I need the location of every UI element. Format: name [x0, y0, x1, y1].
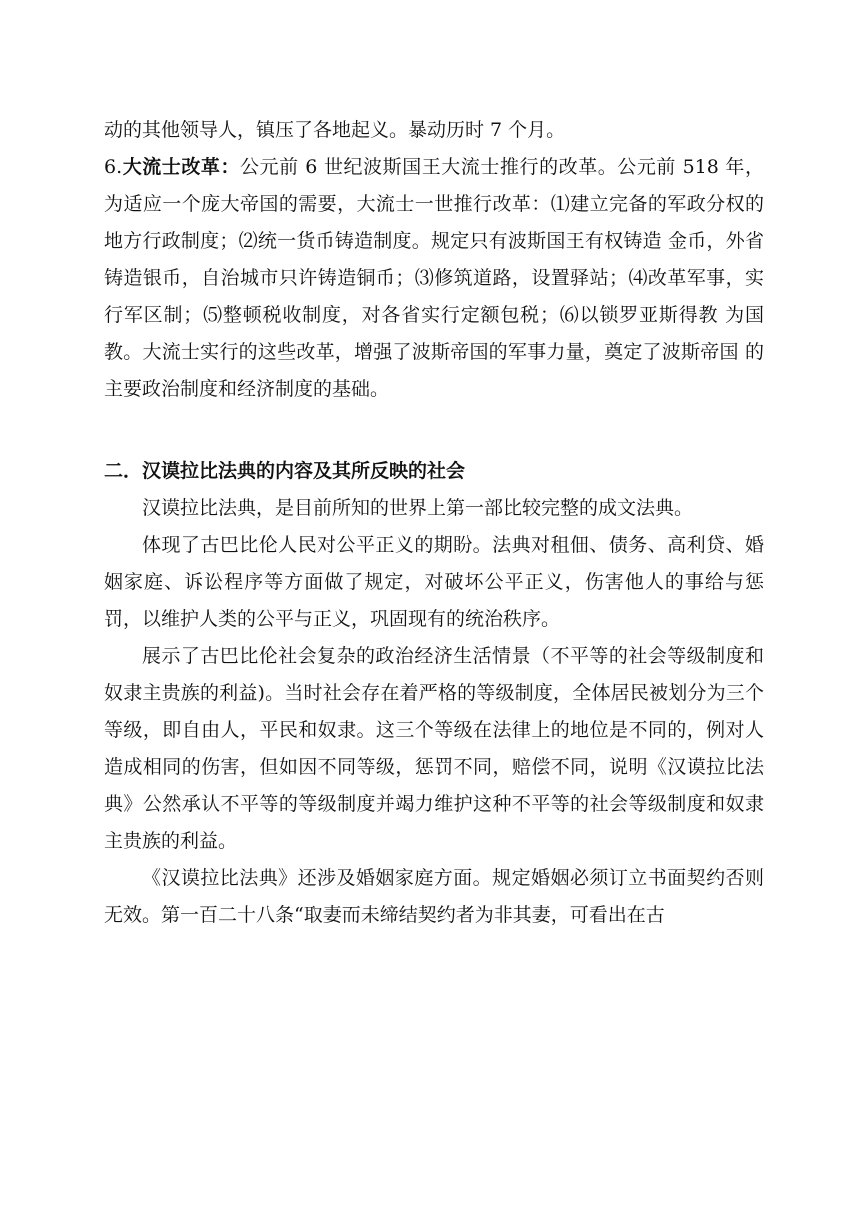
document-page [104, 112, 764, 934]
paragraph-body: 公元前 6 世纪波斯国王大流士推行的改革。公元前 518 年，为适应一个庞大帝国的需要，大流士一世推行改革：⑴建立完备的军政分权的地方行政制度；⑵统一货币铸造制度。规定只有波斯国王有权铸造 金币，外省铸造银币，自治城市只许铸造铜币；⑶修筑道路，设置驿站；⑷改革军事，实行军区制；⑸整顿税收制度，对各省实行定额包税；⑹以锁罗亚斯得教 为国教。大流士实行的这些改革，增强了波斯帝国的军事力量，奠定了波斯帝国 的主要政治制度和经济制度的基础。 [104, 156, 764, 400]
paragraph-darius-reform [104, 149, 764, 408]
paragraph-continuation: 动的其他领导人，镇压了各地起义。暴动历时 7 个月。 [104, 119, 566, 141]
term-darius-reform: 大流士改革： [122, 156, 241, 178]
section-paragraph-4: 《汉谟拉比法典》还涉及婚姻家庭方面。规定婚姻必须订立书面契约否则无效。第一百二十八条“取妻而未缔结契约者为非其妻，可看出在古 [104, 867, 764, 926]
section-paragraph-2: 体现了古巴比伦人民对公平正义的期盼。法典对租佃、债务、高利贷、婚姻家庭、诉讼程序等方面做了规定，对破坏公平正义，伤害他人的事给与惩罚，以维护人类的公平与正义，巩固现有的统治秩序。 [104, 534, 764, 630]
section-heading: 二．汉谟拉比法典的内容及其所反映的社会 [104, 460, 466, 482]
section-paragraph-3: 展示了古巴比伦社会复杂的政治经济生活情景（不平等的社会等级制度和奴隶主贵族的利益)。当时社会存在着严格的等级制度，全体居民被划分为三个等级，即自由人，平民和奴隶。这三个等级在法律上的地位是不同的，例对人造成相同的伤害，但如因不同等级，惩罚不同，赔偿不同，说明《汉谟拉比法典》公然承认不平等的等级制度并竭力维护这种不平等的社会等级制度和奴隶主贵族的利益。 [104, 645, 764, 852]
section-paragraph-1: 汉谟拉比法典，是目前所知的世界上第一部比较完整的成文法典。 [142, 497, 694, 519]
item-number: 6. [104, 156, 123, 178]
